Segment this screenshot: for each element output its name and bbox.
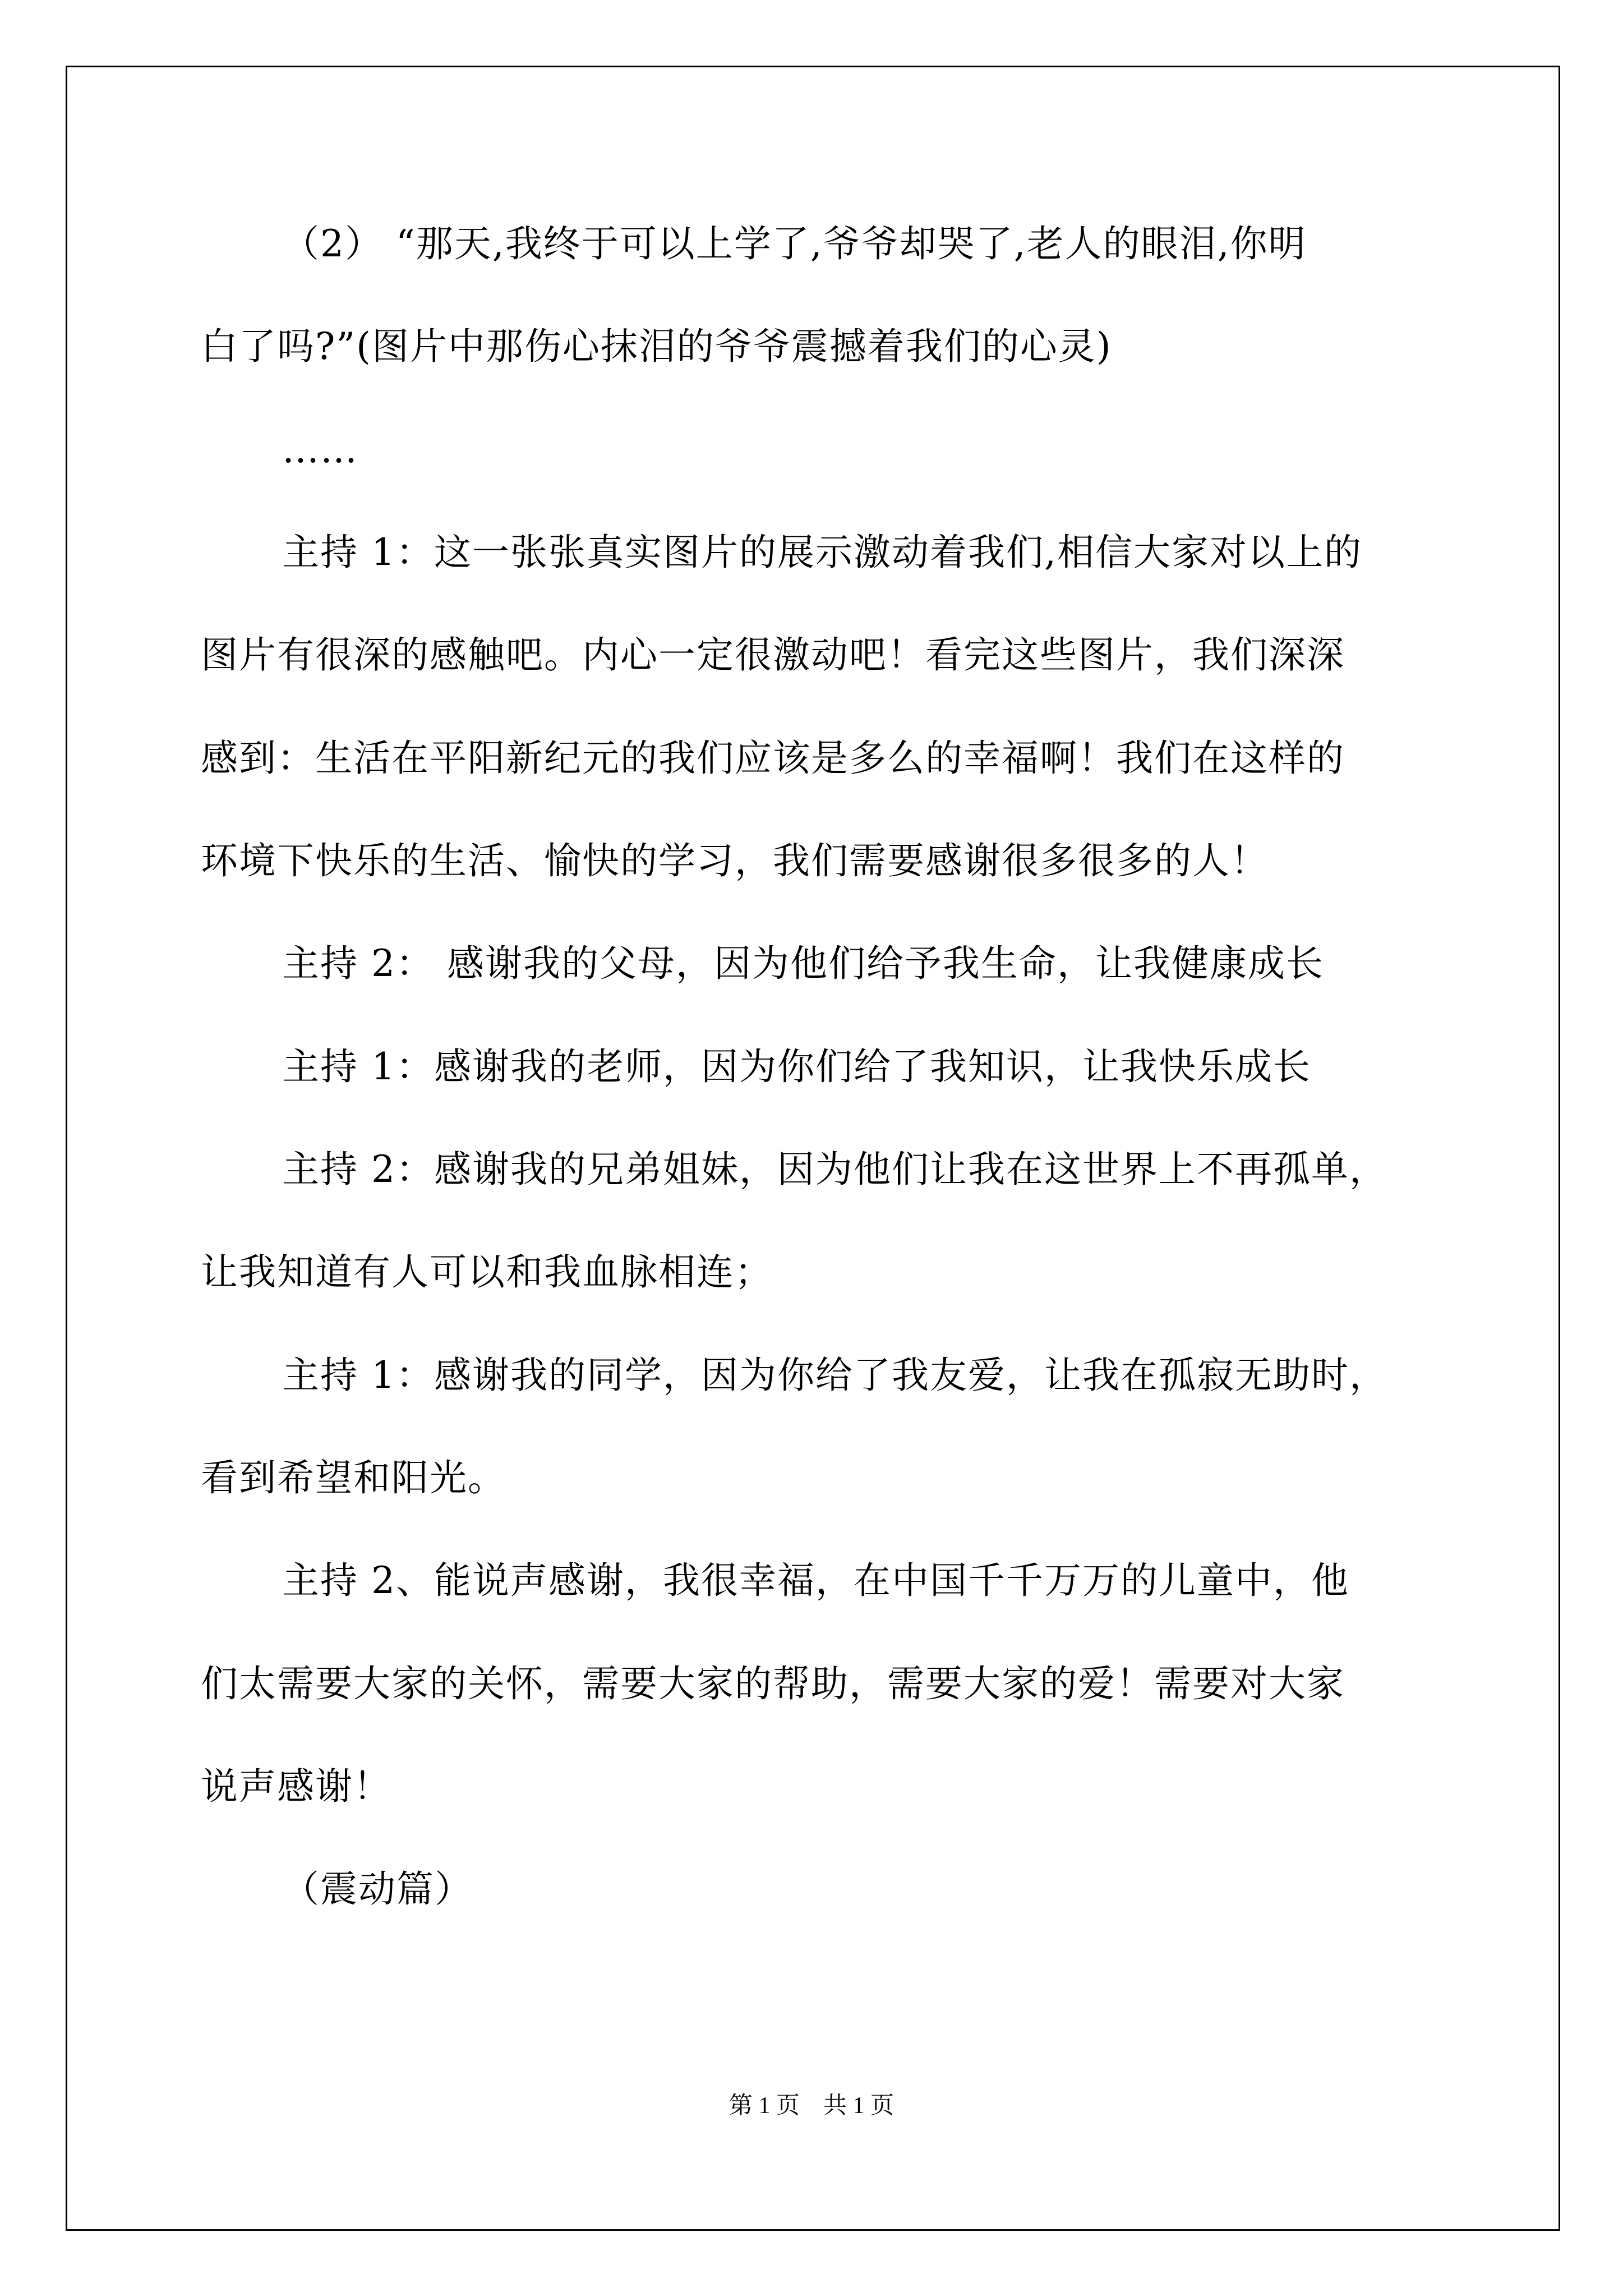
paragraph-line: 图片有很深的感触吧。内心一定很激动吧！看完这些图片，我们深深 [201,633,1345,677]
paragraph-line: 环境下快乐的生活、愉快的学习，我们需要感谢很多很多的人！ [201,839,1269,882]
paragraph-line: 说声感谢！ [201,1765,391,1808]
ellipsis-line: …… [282,428,358,471]
section-heading: （震动篇） [282,1867,473,1911]
paragraph-line: 感到：生活在平阳新纪元的我们应该是多么的幸福啊！我们在这样的 [201,737,1345,780]
paragraph-line: 们太需要大家的关怀，需要大家的帮助，需要大家的爱！需要对大家 [201,1662,1345,1705]
paragraph-line: 看到希望和阳光。 [201,1456,506,1499]
paragraph-line: （2） “那天,我终于可以上学了,爷爷却哭了,老人的眼泪,你明 [282,222,1307,265]
paragraph-line: 主持 2、能说声感谢，我很幸福，在中国千千万万的儿童中，他 [282,1559,1349,1602]
page-footer: 第 1 页 共 1 页 [728,2093,894,2119]
paragraph-line: 主持 1：感谢我的同学，因为你给了我友爱，让我在孤寂无助时， [282,1354,1387,1397]
paragraph-line: 主持 1：感谢我的老师，因为你们给了我知识，让我快乐成长 [282,1045,1311,1088]
paragraph-line: 白了吗?”(图片中那伤心抹泪的爷爷震撼着我们的心灵) [201,325,1112,368]
paragraph-line: 主持 1：这一张张真实图片的展示激动着我们,相信大家对以上的 [282,531,1362,574]
paragraph-line: 主持 2： 感谢我的父母，因为他们给予我生命，让我健康成长 [282,942,1324,985]
paragraph-line: 主持 2：感谢我的兄弟姐妹，因为他们让我在这世界上不再孤单， [282,1148,1387,1191]
paragraph-line: 让我知道有人可以和我血脉相连； [201,1250,773,1294]
